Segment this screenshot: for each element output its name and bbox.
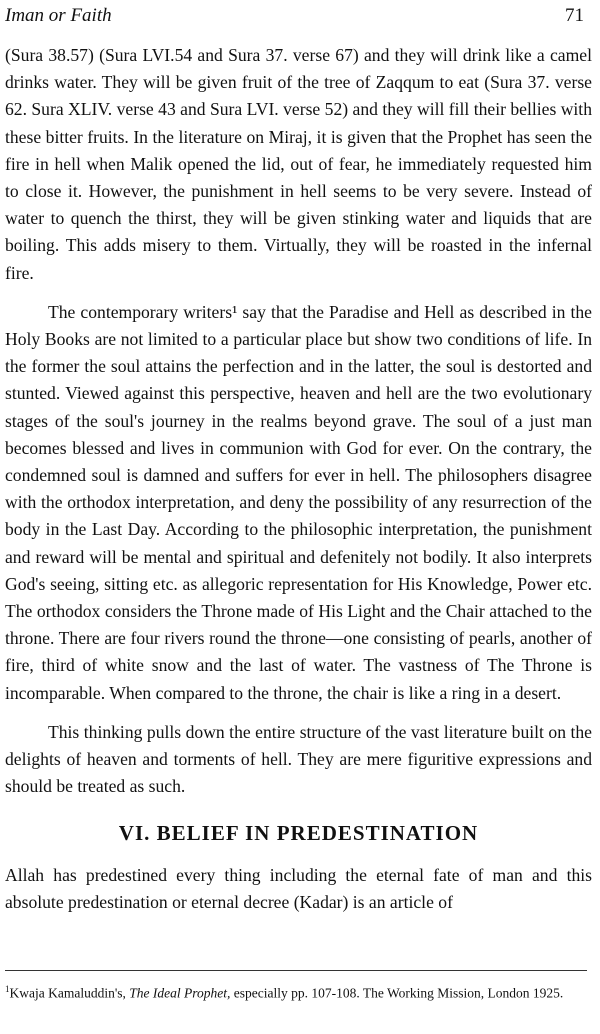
paragraph-figurative-expressions: This thinking pulls down the entire structure of the vast literature built on the delights of heaven and torments of hell. They are mere figuritive expressions and should be treated as such. <box>5 721 592 797</box>
footnote-book-title: The Ideal Prophet, <box>129 985 231 1001</box>
running-head <box>5 5 592 31</box>
body-text <box>5 42 592 916</box>
paragraph-contemporary-writers: The contemporary writers¹ say that the Paradise and Hell as described in the Holy Books are not limited to a particular place but show two conditions of life. In the former the soul attains the perfection and in the latter, the soul is destorted and stunted. Viewed against this perspective, heaven and hell are the two evolutionary stages of the soul's journey in the realms beyond grave. The soul of a just man becomes blessed and lives in communion with God for ever. On the contrary, the condemned soul is damned and suffers for ever in hell. The philosophers disagree with the orthodox interpretation, and deny the possibility of any resurrection of the body in the Last Day. According to the philosophic interpretation, the punishment and reward will be mental and spiritual and defenitely not bodily. It also interprets God's seeing, sitting etc. as allegoric representation for His Knowledge, Power etc. The orthodox considers the Throne made of His Light and the Chair attached to the throne. There are four rivers round the throne—one consisting of pearls, another of fire, third of white snow and the last of water. The vastness of The Throne is incomparable. When compared to the throne, the chair is like a ring in a desert. <box>5 301 592 703</box>
paragraph-hell-punishment: (Sura 38.57) (Sura LVI.54 and Sura 37. verse 67) and they will drink like a camel drinks water. They will be given fruit of the tree of Zaqqum to eat (Sura 37. verse 62. Sura XLIV. verse 43 and Sura LVI. verse 52) and they will fill their bellies with these bitter fruits. In the literature on Miraj, it is given that the Prophet has seen the fire in hell when Malik opened the lid, out of fear, he immediately requested him to close it. However, the punishment in hell seems to be very severe. Instead of water to quench the thirst, they will be given stinking water and liquids that are boiling. This adds misery to them. Virtually, they will be roasted in the infernal fire. <box>5 45 592 283</box>
footnote-details: especially pp. 107-108. The Working Mission, London 1925. <box>230 985 564 1001</box>
paragraph-predestination: Allah has predestined every thing including the eternal fate of man and this absolute predestination or eternal decree (Kadar) is an article of <box>5 864 592 912</box>
footnote <box>5 977 587 1006</box>
section-heading: VI. BELIEF IN PREDESTINATION <box>118 821 479 846</box>
chapter-title: Iman or Faith <box>5 5 112 26</box>
footnote-marker: 1 <box>5 984 10 994</box>
page-number: 71 <box>565 5 584 26</box>
footnote-author: Kwaja Kamaluddin's, <box>9 985 130 1001</box>
footnote-rule <box>5 970 587 971</box>
